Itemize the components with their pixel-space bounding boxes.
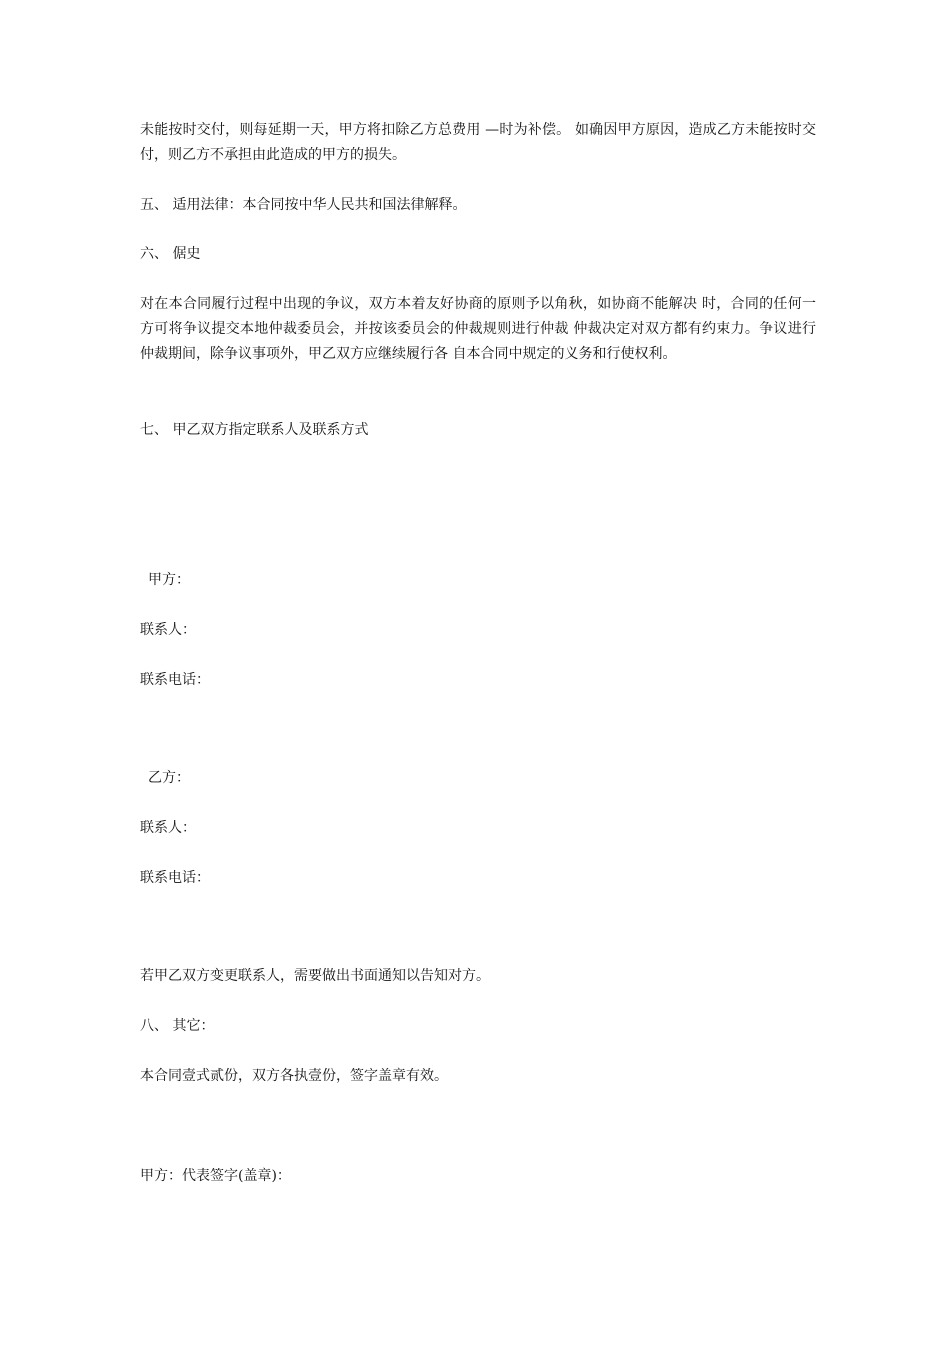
delay-penalty-paragraph: 未能按时交付，则每延期一天，甲方将扣除乙方总费用 —时为补偿。 如确因甲方原因，造成乙方未能按时交付，则乙方不承担由此造成的甲方的损失。 <box>140 122 816 163</box>
party-b-contact: 联系人： <box>140 820 196 836</box>
party-b-phone: 联系电话： <box>140 870 210 886</box>
party-a-contact: 联系人： <box>140 622 196 638</box>
party-a-signature-line: 甲方：代表签字(盖章)： <box>140 1168 291 1184</box>
party-b-label: 乙方： <box>148 770 190 786</box>
copies-clause: 本合同壹式贰份，双方各执壹份，签字盖章有效。 <box>140 1068 448 1084</box>
section-8-heading: 八、 其它： <box>140 1018 215 1034</box>
party-a-phone: 联系电话： <box>140 672 210 688</box>
section-6-heading: 六、 倨史 <box>140 246 201 262</box>
party-a-label: 甲方： <box>148 572 190 588</box>
section-7-heading: 七、 甲乙双方指定联系人及联系方式 <box>140 422 369 438</box>
contact-change-notice: 若甲乙双方变更联系人，需要做出书面通知以告知对方。 <box>140 968 490 984</box>
dispute-resolution-paragraph: 对在本合同履行过程中出现的争议，双方本着友好协商的原则予以角秋，如协商不能解决 时，合同的任何一方可将争议提交本地仲裁委员会，并按该委员会的仲裁规则进行仲裁 仲裁决定对双方都有约束力。争议进行仲裁期间，除争议事项外，甲乙双方应继续履行各 自本合同中规定的义务和行使权利。 <box>140 296 816 362</box>
section-5-applicable-law: 五、 适用法律：本合同按中华人民共和国法律解释。 <box>140 197 467 213</box>
